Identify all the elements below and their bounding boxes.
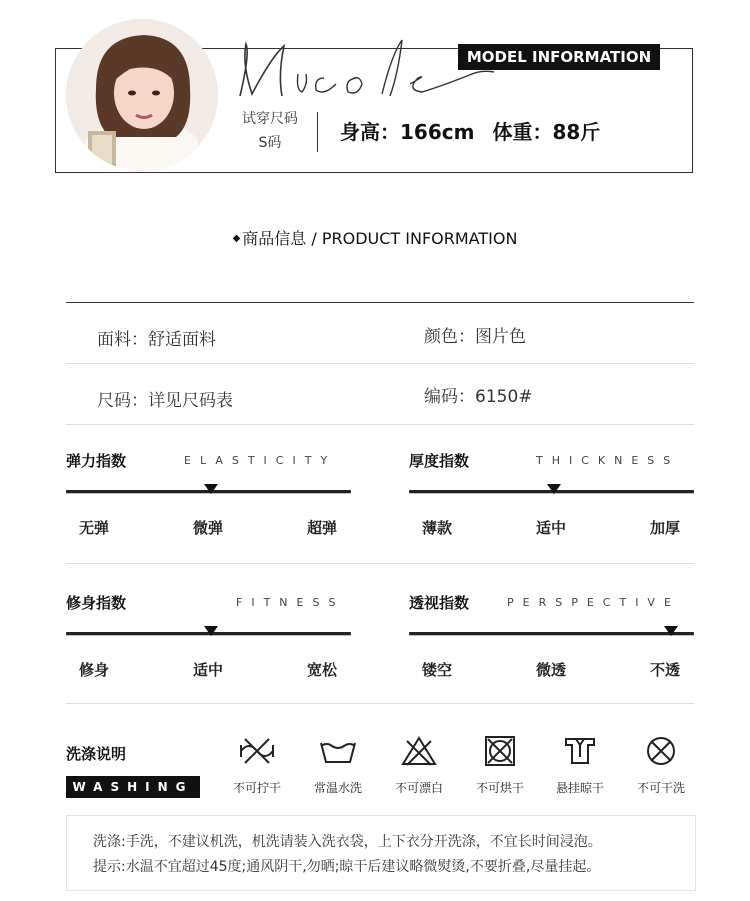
care-no-dry-clean (626, 735, 696, 796)
level-high: 超弹 (306, 519, 337, 537)
washing-notes (66, 815, 696, 891)
care-label: 不可漂白 (394, 781, 443, 795)
level-mid: 微弹 (192, 519, 223, 537)
thickness-index (409, 450, 694, 540)
care-normal-wash (303, 735, 373, 796)
level-mid: 微透 (535, 661, 566, 679)
no-wring-icon (237, 735, 277, 767)
elasticity-index (66, 450, 351, 540)
model-weight: 体重：88斤 (492, 120, 601, 144)
vertical-divider (317, 112, 318, 152)
index-title: 修身指数 (66, 594, 127, 612)
fabric-info: 面料：舒适面料 (97, 330, 216, 350)
trial-size-value: S码 (258, 135, 282, 151)
care-label: 不可烘干 (475, 781, 524, 795)
model-stats (340, 116, 600, 145)
level-low: 镂空 (421, 661, 452, 679)
trial-size-label: 试穿尺码 (242, 111, 298, 127)
fitness-index (66, 592, 351, 682)
product-info-title (0, 226, 750, 249)
index-english: PERSPECTIVE (507, 596, 680, 609)
divider (66, 363, 694, 364)
index-english: THICKNESS (536, 454, 680, 467)
product-info-title-text: 商品信息 / PRODUCT INFORMATION (242, 229, 518, 248)
index-title: 厚度指数 (409, 452, 470, 470)
no-bleach-icon (399, 735, 439, 767)
level-low: 修身 (78, 661, 109, 679)
level-high: 加厚 (649, 519, 680, 537)
scale-marker (204, 626, 218, 636)
divider (66, 703, 694, 704)
color-info: 颜色：图片色 (424, 327, 526, 347)
level-mid: 适中 (535, 519, 566, 537)
care-no-bleach (384, 735, 454, 796)
washing-title: 洗涤说明 (66, 745, 127, 763)
scale-marker (664, 626, 678, 636)
divider (66, 424, 694, 425)
care-label: 不可干洗 (636, 781, 685, 795)
level-high: 宽松 (306, 661, 337, 679)
diamond-icon: ◆ (232, 233, 241, 244)
no-dry-clean-icon (641, 735, 681, 767)
index-title: 弹力指数 (66, 452, 127, 470)
care-label: 常温水洗 (313, 781, 362, 795)
level-low: 无弹 (78, 519, 109, 537)
divider (66, 302, 694, 303)
no-tumble-dry-icon (480, 735, 520, 767)
model-avatar (66, 19, 218, 171)
washing-tip: 提示:水温不宜超过45度;通风阴干,勿晒;晾干后建议略微熨烫,不要折叠,尽量挂起。 (93, 859, 601, 875)
scale-marker (204, 484, 218, 494)
care-no-tumble-dry (465, 735, 535, 796)
washing-badge: WASHING (66, 776, 200, 798)
size-info: 尺码：详见尺码表 (97, 391, 233, 411)
model-information-badge: MODEL INFORMATION (458, 44, 660, 70)
index-english: ELASTICITY (184, 454, 337, 467)
care-label: 悬挂晾干 (555, 781, 604, 795)
divider (66, 563, 694, 564)
level-low: 薄款 (421, 519, 452, 537)
scale-line (409, 632, 694, 635)
model-signature (232, 34, 502, 108)
index-title: 透视指数 (409, 594, 470, 612)
index-english: FITNESS (236, 596, 345, 609)
level-high: 不透 (649, 661, 680, 679)
perspective-index (409, 592, 694, 682)
care-hang-dry (545, 735, 615, 796)
level-mid: 适中 (192, 661, 223, 679)
care-no-wring (222, 735, 292, 796)
washing-note: 洗涤:手洗，不建议机洗，机洗请装入洗衣袋，上下衣分开洗涤，不宜长时间浸泡。 (93, 834, 602, 850)
normal-wash-icon (318, 735, 358, 767)
code-info: 编码：6150# (424, 387, 533, 407)
model-height: 身高：166cm (340, 120, 475, 144)
hang-dry-icon (560, 735, 600, 767)
care-label: 不可拧干 (232, 781, 281, 795)
scale-marker (547, 484, 561, 494)
